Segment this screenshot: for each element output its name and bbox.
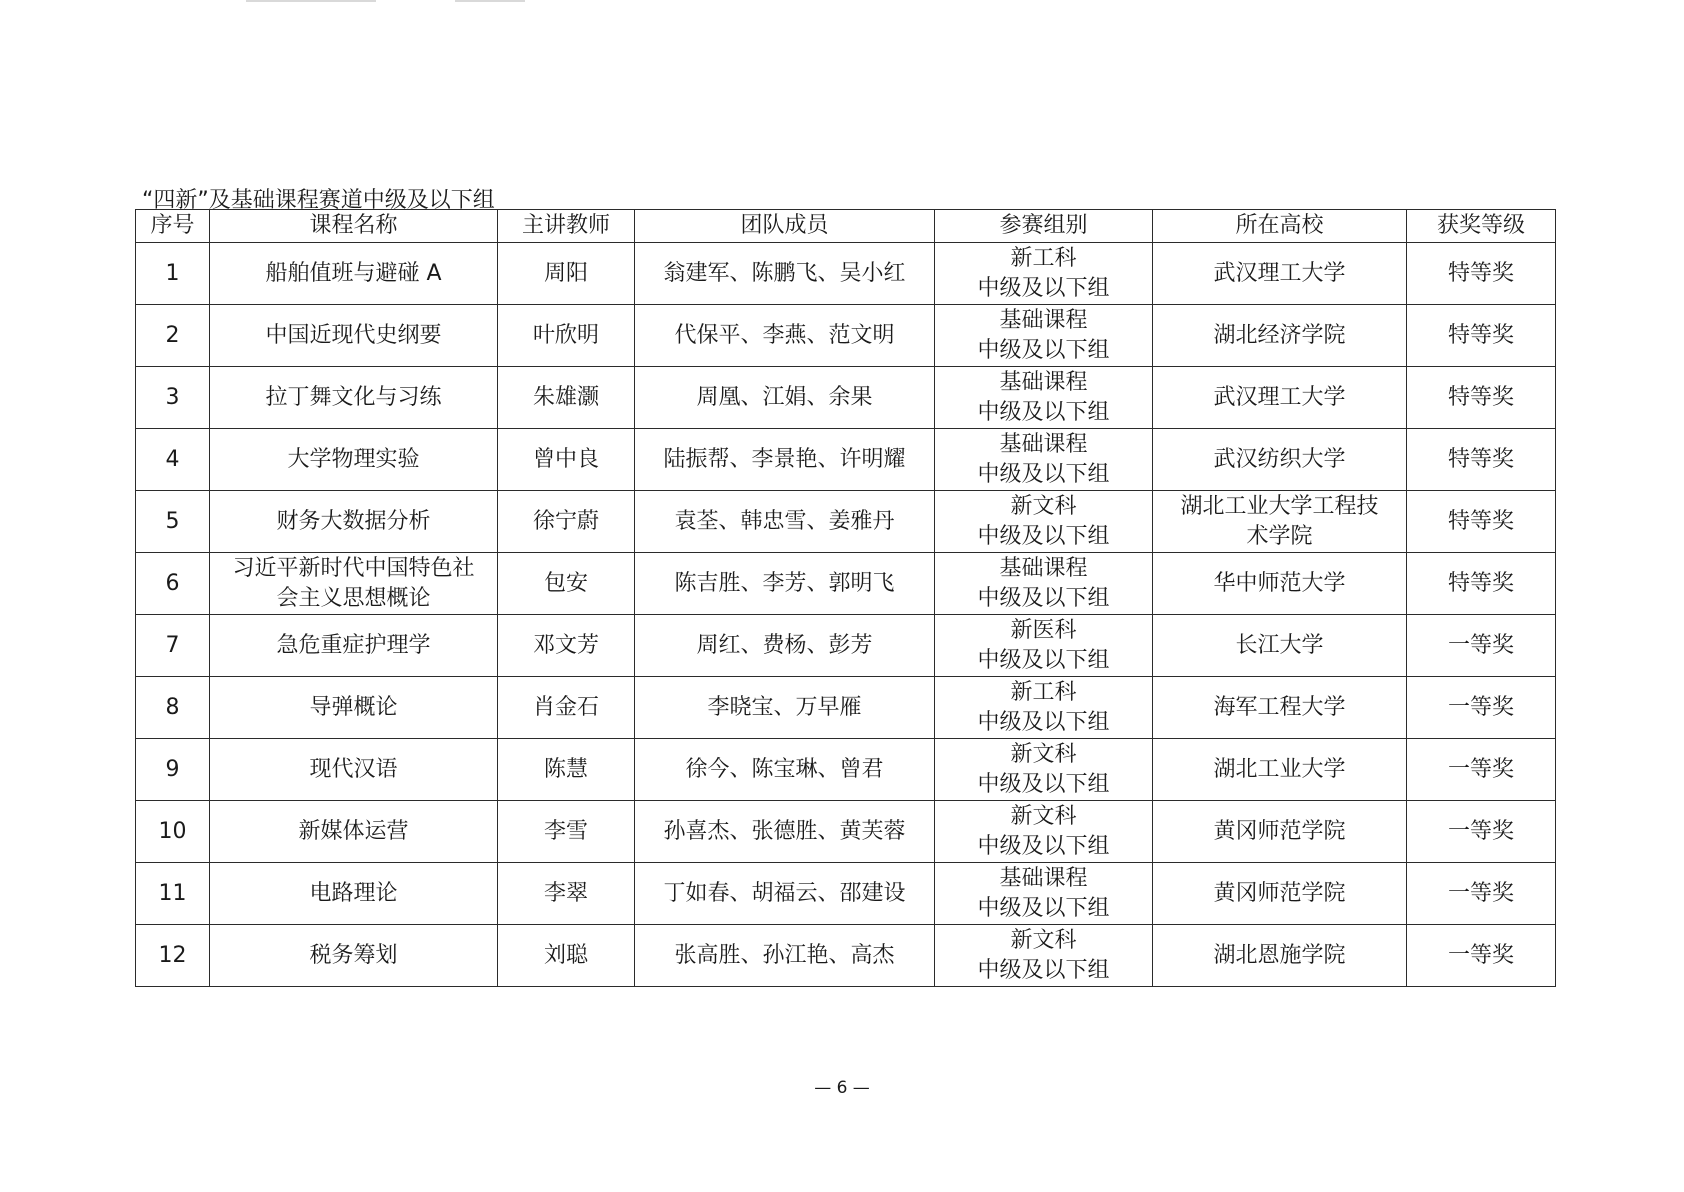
cell-group-line: 新文科 [1010,927,1077,953]
cell-team-members: 丁如春、胡福云、邵建设 [635,863,935,925]
cell-award: 特等奖 [1407,553,1556,615]
cell-award: 一等奖 [1407,863,1556,925]
cell-award: 一等奖 [1407,615,1556,677]
cell-course-name [210,801,498,863]
cell-group-line: 中级及以下组 [977,337,1110,363]
cell-award: 一等奖 [1407,677,1556,739]
cell-index: 2 [136,305,210,367]
cell-school [1153,615,1407,677]
cell-index: 6 [136,553,210,615]
cell-group-line: 基础课程 [999,431,1088,457]
cell-course-name [210,367,498,429]
cell-index: 5 [136,491,210,553]
table-caption: “四新”及基础课程赛道中级及以下组 [142,188,495,213]
cell-team-members: 陆振帮、李景艳、许明耀 [635,429,935,491]
cell-award: 一等奖 [1407,925,1556,987]
cell-index: 12 [136,925,210,987]
cell-course-name-line: 新媒体运营 [298,818,409,844]
cell-course-name [210,677,498,739]
cell-award: 特等奖 [1407,305,1556,367]
cell-lead-teacher: 周阳 [498,243,635,305]
awards-table [135,209,1556,987]
cell-course-name [210,305,498,367]
cell-group-line: 新工科 [1010,245,1077,271]
cell-lead-teacher: 陈慧 [498,739,635,801]
cell-award: 特等奖 [1407,429,1556,491]
page-number: — 6 — [814,1078,870,1098]
cell-course-name-line: 中国近现代史纲要 [265,322,442,348]
table-row [136,615,1556,677]
table-row [136,863,1556,925]
cell-lead-teacher: 朱雄灏 [498,367,635,429]
cell-team-members: 孙喜杰、张德胜、黄芙蓉 [635,801,935,863]
cell-group-line: 中级及以下组 [977,399,1110,425]
cell-school-line: 术学院 [1246,523,1313,549]
cell-course-name [210,925,498,987]
cell-group-line: 中级及以下组 [977,895,1110,921]
cell-school-line: 湖北经济学院 [1213,322,1346,348]
cell-group-line: 基础课程 [999,369,1088,395]
cell-group-line: 基础课程 [999,555,1088,581]
table-row [136,677,1556,739]
cell-lead-teacher: 李翠 [498,863,635,925]
header-course-name: 课程名称 [210,210,498,243]
cell-index: 4 [136,429,210,491]
cell-group-line: 新医科 [1010,617,1077,643]
cell-school-line: 湖北恩施学院 [1213,942,1346,968]
cell-course-name-line: 大学物理实验 [287,446,420,472]
cell-lead-teacher: 包安 [498,553,635,615]
cell-group [935,553,1153,615]
cell-school-line: 长江大学 [1235,632,1324,658]
cell-school [1153,305,1407,367]
cell-index: 11 [136,863,210,925]
cell-group [935,615,1153,677]
cell-group-line: 中级及以下组 [977,771,1110,797]
cell-group [935,801,1153,863]
header-team-members: 团队成员 [635,210,935,243]
cell-group [935,925,1153,987]
cell-team-members: 袁荃、韩忠雪、姜雅丹 [635,491,935,553]
cell-school-line: 海军工程大学 [1213,694,1346,720]
table-row [136,243,1556,305]
cell-group [935,305,1153,367]
cell-school [1153,429,1407,491]
cell-course-name-line: 船舶值班与避碰 A [265,260,442,286]
cell-school [1153,677,1407,739]
cell-course-name-line: 会主义思想概论 [276,585,431,611]
cell-course-name [210,553,498,615]
cell-group-line: 中级及以下组 [977,709,1110,735]
cell-course-name-line: 急危重症护理学 [276,632,431,658]
cell-group [935,491,1153,553]
cell-school-line: 武汉理工大学 [1213,384,1346,410]
header-award: 获奖等级 [1407,210,1556,243]
cell-team-members: 周红、费杨、彭芳 [635,615,935,677]
cell-index: 3 [136,367,210,429]
cell-group-line: 中级及以下组 [977,523,1110,549]
cell-course-name [210,243,498,305]
cell-school-line: 黄冈师范学院 [1213,880,1346,906]
cell-group-line: 新文科 [1010,803,1077,829]
cell-school [1153,491,1407,553]
cell-course-name [210,863,498,925]
cell-group-line: 新文科 [1010,741,1077,767]
cell-team-members: 徐今、陈宝琳、曾君 [635,739,935,801]
cell-group [935,367,1153,429]
cell-team-members: 翁建军、陈鹏飞、吴小红 [635,243,935,305]
scan-edge-mark [246,0,376,2]
table-body [136,243,1556,987]
cell-index: 9 [136,739,210,801]
cell-course-name-line: 财务大数据分析 [276,508,431,534]
scan-edge-mark [455,0,525,2]
cell-team-members: 李晓宝、万早雁 [635,677,935,739]
cell-school-line: 湖北工业大学工程技 [1180,493,1379,519]
cell-team-members: 陈吉胜、李芳、郭明飞 [635,553,935,615]
header-school: 所在高校 [1153,210,1407,243]
table-row [136,925,1556,987]
cell-school [1153,801,1407,863]
cell-school-line: 湖北工业大学 [1213,756,1346,782]
cell-group [935,429,1153,491]
cell-index: 7 [136,615,210,677]
header-index: 序号 [136,210,210,243]
cell-index: 8 [136,677,210,739]
cell-school [1153,243,1407,305]
cell-index: 10 [136,801,210,863]
table-row [136,367,1556,429]
table-row [136,429,1556,491]
cell-group-line: 中级及以下组 [977,585,1110,611]
cell-school [1153,925,1407,987]
cell-team-members: 代保平、李燕、范文明 [635,305,935,367]
cell-course-name-line: 习近平新时代中国特色社 [232,555,475,581]
table-row [136,553,1556,615]
cell-group [935,243,1153,305]
cell-course-name-line: 导弹概论 [309,694,398,720]
cell-school-line: 武汉纺织大学 [1213,446,1346,472]
table-row [136,491,1556,553]
table-row [136,739,1556,801]
header-group: 参赛组别 [935,210,1153,243]
cell-index: 1 [136,243,210,305]
cell-school [1153,739,1407,801]
cell-lead-teacher: 叶欣明 [498,305,635,367]
cell-school [1153,863,1407,925]
cell-course-name [210,615,498,677]
cell-lead-teacher: 曾中良 [498,429,635,491]
table-row [136,801,1556,863]
cell-group-line: 基础课程 [999,865,1088,891]
cell-group-line: 新文科 [1010,493,1077,519]
cell-school [1153,367,1407,429]
cell-group-line: 新工科 [1010,679,1077,705]
cell-course-name [210,429,498,491]
cell-group [935,863,1153,925]
table-row [136,305,1556,367]
cell-group-line: 中级及以下组 [977,957,1110,983]
header-lead-teacher: 主讲教师 [498,210,635,243]
cell-lead-teacher: 邓文芳 [498,615,635,677]
cell-school [1153,553,1407,615]
cell-award: 特等奖 [1407,243,1556,305]
cell-school-line: 黄冈师范学院 [1213,818,1346,844]
cell-course-name [210,491,498,553]
cell-school-line: 武汉理工大学 [1213,260,1346,286]
cell-group [935,739,1153,801]
cell-course-name-line: 电路理论 [309,880,398,906]
cell-award: 特等奖 [1407,491,1556,553]
cell-team-members: 周凰、江娟、余果 [635,367,935,429]
cell-group-line: 中级及以下组 [977,275,1110,301]
cell-school-line: 华中师范大学 [1213,570,1346,596]
cell-group-line: 中级及以下组 [977,461,1110,487]
cell-team-members: 张高胜、孙江艳、高杰 [635,925,935,987]
cell-lead-teacher: 李雪 [498,801,635,863]
cell-group-line: 中级及以下组 [977,647,1110,673]
cell-award: 特等奖 [1407,367,1556,429]
cell-award: 一等奖 [1407,801,1556,863]
cell-lead-teacher: 肖金石 [498,677,635,739]
cell-lead-teacher: 刘聪 [498,925,635,987]
cell-course-name-line: 现代汉语 [309,756,398,782]
cell-lead-teacher: 徐宁蔚 [498,491,635,553]
cell-group-line: 中级及以下组 [977,833,1110,859]
cell-course-name-line: 拉丁舞文化与习练 [265,384,442,410]
cell-course-name [210,739,498,801]
table-header-row [136,210,1556,243]
cell-group [935,677,1153,739]
cell-award: 一等奖 [1407,739,1556,801]
cell-course-name-line: 税务筹划 [309,942,398,968]
cell-group-line: 基础课程 [999,307,1088,333]
